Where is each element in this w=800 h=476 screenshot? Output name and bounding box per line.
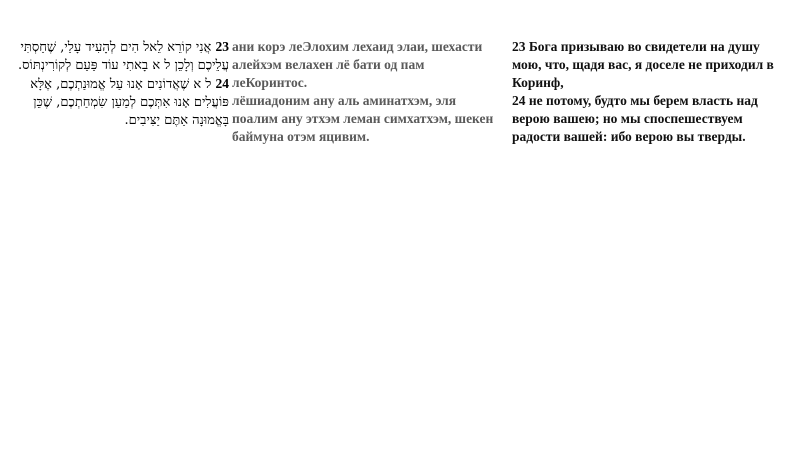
hebrew-column: [10, 38, 229, 130]
verse-number: 24: [215, 76, 229, 91]
russian-verse-23: [512, 38, 792, 92]
verse-text: лёшиадоним ану аль аминатхэм, эля поалим ану этхэм леман симхатхэм, шекен баймуна отэм яцивим.: [232, 93, 494, 144]
verse-text: Бога призываю во свидетели на душу мою, что, щадя вас, я доселе не приходил в Коринф,: [512, 39, 774, 90]
hebrew-verse-23: [10, 38, 229, 75]
verse-text: ани корэ леЭлохим лехаид элаи, шехасти алейхэм велахен лё бати од пам леКоринтос.: [232, 39, 483, 90]
verse-number: 24: [512, 93, 526, 108]
russian-column: [512, 38, 792, 146]
hebrew-verse-24: [10, 75, 229, 130]
russian-verse-24: [512, 92, 792, 146]
verse-number: 23: [215, 39, 229, 54]
transliteration-column: [232, 38, 502, 146]
verse-text: не потому, будто мы берем власть над верою вашею; но мы споспешествуем радости вашей: ибо верою вы тверды.: [512, 93, 758, 144]
transliteration-verse-24: [232, 92, 502, 146]
verse-text: אֲנִי קוֹרֵא לֵאל הִים לְהָעִיד עָלַי, שֶׁחַסְתִּי עֲלֵיכֶם וְלָכֵן ל א בָאתִי עוֹד פַּעַם לְקוֹרִינְתּוֹס.: [18, 40, 229, 73]
verse-number: 23: [512, 39, 526, 54]
verse-text: ל א שֶׁאֲדוֹנִים אָנוּ עַל אֱמוּנַתְכֶם, אֶלָּא פּוֹעֲלִים אָנוּ אִתְּכֶם לְמַעַן שִׂמְחַתְכֶם, שֶׁכֵּן בָּאֱמוּנָה אַתֶּם יַצִּיבִים.: [30, 77, 229, 128]
transliteration-verse-23: [232, 38, 502, 92]
